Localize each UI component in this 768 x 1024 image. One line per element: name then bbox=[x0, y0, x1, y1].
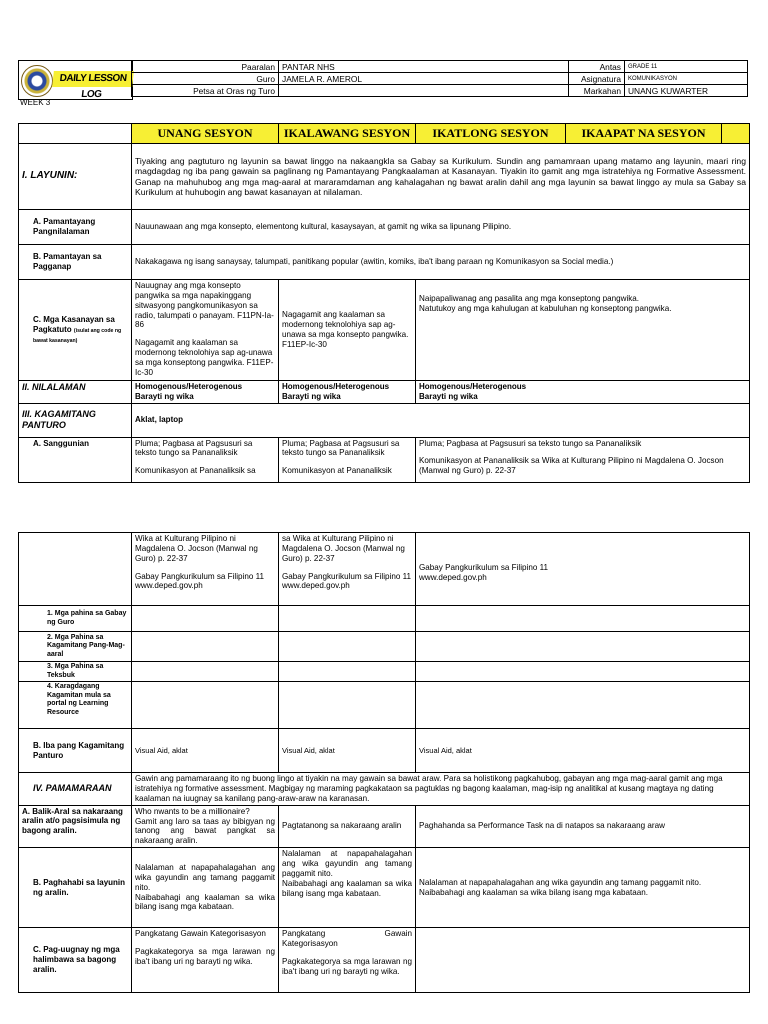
cont2a: sa Wika at Kulturang Pilipino ni Magdalena O. Jocson (Manwal ng Guro) p. 22-37 bbox=[282, 534, 405, 563]
pag-uugnay-s3 bbox=[416, 928, 750, 993]
blank-corner bbox=[19, 124, 132, 144]
balik-s1b: Gamit ang laro sa taas ay bibigyan ng tanong ang bawat pangkat sa nakaraang aralin. bbox=[135, 816, 275, 846]
hab3: Nalalaman at napapahalagahan ang wika gayundin ang tamang paggamit nito. bbox=[419, 877, 702, 887]
continuation-s3 bbox=[416, 533, 750, 606]
nilalaman-label: II. NILALAMAN bbox=[19, 381, 132, 404]
sanggunian-s2b: Komunikasyon at Pananaliksik bbox=[282, 466, 392, 476]
kasanayan-label: C. Mga Kasanayan sa Pagkatuto bbox=[33, 315, 115, 335]
magaaral-s1 bbox=[132, 632, 279, 662]
quarter-label: Markahan bbox=[569, 85, 625, 97]
nilalaman-s1-l1: Homogenous/Heterogenous bbox=[135, 382, 243, 391]
sanggunian-s2 bbox=[279, 437, 416, 482]
guro-label: 1. Mga pahina sa Gabay ng Guro bbox=[19, 606, 132, 632]
sanggunian-label: A. Sanggunian bbox=[19, 437, 132, 482]
balik-label: A. Balik-Aral sa nakaraang aralin at/o pagsisimula ng bagong aralin. bbox=[19, 805, 132, 847]
paghahabi-s1 bbox=[132, 848, 279, 928]
kagamitan-text: Aklat, laptop bbox=[132, 403, 750, 437]
kasanayan-s3a: Naipapaliwanag ang pasalita ang mga konseptong pangwika. bbox=[419, 294, 640, 303]
karagdagang-s3 bbox=[416, 682, 750, 729]
teacher-value: JAMELA R. AMEROL bbox=[279, 73, 569, 85]
nilalaman-s3-l2: Barayti ng wika bbox=[419, 391, 478, 401]
paghahabi-s3 bbox=[416, 848, 750, 928]
sanggunian-s1a: Pluma; Pagbasa at Pagsusuri sa teksto tungo sa Pananaliksik bbox=[135, 438, 253, 458]
lesson-table-page1 bbox=[18, 123, 750, 483]
layunin-label: I. LAYUNIN: bbox=[19, 144, 132, 210]
teacher-label: Guro bbox=[132, 73, 279, 85]
kasanayan-s1b: Nagagamit ang kaalaman sa modernong teknolohiya sap ag-unawa sa mga konseptong pangwika. F11EP-Ic-30 bbox=[135, 338, 274, 377]
continuation-s1 bbox=[132, 533, 279, 606]
paghahabi-label: B. Paghahabi sa layunin ng aralin. bbox=[19, 848, 132, 928]
guro-s3 bbox=[416, 606, 750, 632]
karagdagang-s2 bbox=[279, 682, 416, 729]
pamamaraan-label: IV. PAMAMARAAN bbox=[19, 773, 132, 806]
paghahabi-s2 bbox=[279, 848, 416, 928]
pangnilalaman-text: Nauunawaan ang mga konsepto, elementong kultural, kasaysayan, at gamit ng wika sa lipunang Pilipino. bbox=[132, 210, 750, 245]
pag-uugnay-s1 bbox=[132, 928, 279, 993]
quarter-value: UNANG KUWARTER bbox=[625, 85, 748, 97]
kasanayan-session-3 bbox=[416, 280, 750, 381]
hab2b: Naibabahagi ang kaalaman sa wika bilang isang mga kabataan. bbox=[282, 878, 412, 898]
kagamitan-label: III. KAGAMITANG PANTURO bbox=[19, 403, 132, 437]
nilalaman-s2-l2: Barayti ng wika bbox=[282, 391, 341, 401]
sanggunian-s1b: Komunikasyon at Pananaliksik sa bbox=[135, 466, 256, 476]
session-4-header: IKAAPAT NA SESYON bbox=[566, 124, 722, 144]
session-5-header bbox=[722, 124, 750, 144]
kasanayan-s3b: Natutukoy ang mga kahulugan at kabuluhan ng konseptong pangwika. bbox=[419, 303, 672, 313]
karagdagang-s1 bbox=[132, 682, 279, 729]
hab1: Nalalaman at napapahalagahan ang wika gayundin ang tamang paggamit nito. bbox=[135, 862, 275, 892]
date-value bbox=[279, 85, 569, 97]
cont2c: www.deped.gov.ph bbox=[282, 581, 350, 591]
balik-s3: Paghahanda sa Performance Task na di natapos sa nakaraang araw bbox=[416, 805, 750, 847]
magaaral-label: 2. Mga Pahina sa Kagamitang Pang-Mag-aaral bbox=[19, 632, 132, 662]
sanggunian-s3a: Pluma; Pagbasa at Pagsusuri sa teksto tungo sa Pananaliksik bbox=[419, 438, 642, 448]
sanggunian-s2a: Pluma; Pagbasa at Pagsusuri sa teksto tungo sa Pananaliksik bbox=[282, 438, 400, 458]
balik-s1 bbox=[132, 805, 279, 847]
daily-lesson-log-logo: DAILY LESSON LOG bbox=[52, 71, 134, 87]
grade-label: Antas bbox=[569, 61, 625, 73]
subject-label: Asignatura bbox=[569, 73, 625, 85]
pag-uugnay-s2 bbox=[279, 928, 416, 993]
logo-cell bbox=[18, 60, 133, 100]
balik-s2: Pagtatanong sa nakaraang aralin bbox=[279, 805, 416, 847]
subject-value: KOMUNIKASYON bbox=[625, 73, 748, 85]
kasanayan-s1a: Nauugnay ang mga konsepto pangwika sa mga napakinggang sitwasyong pangkomunikasyon sa radio, talumpati o panayam. F11PN-Ia-86 bbox=[135, 281, 274, 330]
balik-s1a: Who nwants to be a millionaire? bbox=[135, 806, 250, 816]
continuation-label bbox=[19, 533, 132, 606]
hab3b: Naibabahagi ang kaalaman sa wika bilang isang mga kabataan. bbox=[419, 887, 649, 897]
nilalaman-s3 bbox=[416, 381, 750, 404]
nilalaman-s2 bbox=[279, 381, 416, 404]
magaaral-s2 bbox=[279, 632, 416, 662]
pag1b: Pagkakategorya sa mga larawan ng iba't ibang uri ng barayti ng wika. bbox=[135, 946, 275, 966]
cont2b: Gabay Pangkurikulum sa Filipino 11 bbox=[282, 571, 411, 581]
magaaral-s3 bbox=[416, 632, 750, 662]
session-3-header: IKATLONG SESYON bbox=[416, 124, 566, 144]
teksbuk-s1 bbox=[132, 662, 279, 682]
iba-s3: Visual Aid, aklat bbox=[416, 729, 750, 773]
guro-s1 bbox=[132, 606, 279, 632]
nilalaman-s3-l1: Homogenous/Heterogenous bbox=[419, 382, 527, 391]
nilalaman-s2-l1: Homogenous/Heterogenous bbox=[282, 382, 390, 391]
teksbuk-s2 bbox=[279, 662, 416, 682]
week-label: WEEK 3 bbox=[20, 98, 51, 107]
teksbuk-label: 3. Mga Pahina sa Teksbuk bbox=[19, 662, 132, 682]
cont1a: Wika at Kulturang Pilipino ni Magdalena O. Jocson (Manwal ng Guro) p. 22-37 bbox=[135, 534, 258, 563]
karagdagang-label: 4. Karagdagang Kagamitan mula sa portal ng Learning Resource bbox=[19, 682, 132, 729]
kasanayan-note: (isulat ang code ng bawat kasanayan) bbox=[33, 328, 122, 344]
hab1b: Naibabahagi ang kaalaman sa wika bilang isang mga kabataan. bbox=[135, 892, 275, 912]
cont3b: www.deped.gov.ph bbox=[419, 572, 487, 582]
session-2-header: IKALAWANG SESYON bbox=[279, 124, 416, 144]
hab2: Nalalaman at napapahalagahan ang wika gayundin ang tamang paggamit nito. bbox=[282, 849, 412, 878]
pagganap-label: B. Pamantayan sa Pagganap bbox=[19, 245, 132, 280]
grade-value: GRADE 11 bbox=[625, 61, 748, 73]
deped-seal-icon bbox=[21, 65, 53, 97]
iba-s1: Visual Aid, aklat bbox=[132, 729, 279, 773]
sanggunian-s3 bbox=[416, 437, 750, 482]
pag-uugnay-label: C. Pag-uugnay ng mga halimbawa sa bagong aralin. bbox=[19, 928, 132, 993]
teksbuk-s3 bbox=[416, 662, 750, 682]
header-info-table bbox=[131, 60, 748, 97]
pag2a: Pangkatang Gawain Kategorisasyon bbox=[282, 929, 412, 948]
lesson-table-page2 bbox=[18, 532, 750, 993]
nilalaman-s1-l2: Barayti ng wika bbox=[135, 391, 194, 401]
nilalaman-s1 bbox=[132, 381, 279, 404]
session-1-header: UNANG SESYON bbox=[132, 124, 279, 144]
pangnilalaman-label: A. Pamantayang Pangnilalaman bbox=[19, 210, 132, 245]
pagganap-text: Nakakagawa ng isang sanaysay, talumpati, panitikang popular (awitin, komiks, iba't ibang paraan ng Komunikasyon sa Social media.) bbox=[132, 245, 750, 280]
layunin-text: Tiyaking ang pagtuturo ng layunin sa bawat linggo na nakaangkla sa Gabay sa Kurikulum. Sundin ang pamamraan upang matamo ang layunin, maari ring magdagdag ng iba pang gawain sa paglinang ng Pamantayang Pangkaalaman at Kasanayan. Tiyakin ito gamit ang mga istratehiya ng Formative Assessment. Ganap na mahuhubog ang mga mag-aaral at mararamdaman ang kahalagahan ng bawat aralin dahil ang mga layunin sa bawat linggo ay mula sa Gabay sa Kurikulum at huhubogin ang bawat kasanayan at nilalaman. bbox=[132, 144, 750, 210]
school-label: Paaralan bbox=[132, 61, 279, 73]
cont3a: Gabay Pangkurikulum sa Filipino 11 bbox=[419, 563, 548, 572]
cont1b: Gabay Pangkurikulum sa Filipino 11 bbox=[135, 571, 264, 581]
school-value: PANTAR NHS bbox=[279, 61, 569, 73]
sanggunian-s3b: Komunikasyon at Pananaliksik sa Wika at Kulturang Pilipino ni Magdalena O. Jocson (Manwal ng Guro) p. 22-37 bbox=[419, 456, 724, 476]
guro-s2 bbox=[279, 606, 416, 632]
iba-s2: Visual Aid, aklat bbox=[279, 729, 416, 773]
kasanayan-session-1 bbox=[132, 280, 279, 381]
cont1c: www.deped.gov.ph bbox=[135, 581, 203, 591]
pamamaraan-text: Gawin ang pamamaraang ito ng buong lingo at tiyakin na may gawain sa bawat araw. Para sa holistikong pagkahubog, gabayan ang mga mag-aaral gamit ang mga istratehiya ng formative assessment. Magbigay ng maraming pagkakataon sa pagtuklas ng bagong kaalaman, mag-isip ng analitikal at kusang magtaya ng dating kaalaman na iuugnay sa kanilang pang-araw-araw na karanasan. bbox=[132, 773, 750, 806]
iba-label: B. Iba pang Kagamitang Panturo bbox=[19, 729, 132, 773]
kasanayan-session-2: Nagagamit ang kaalaman sa modernong teknolohiya sap ag-unawa sa mga konsepto pangwika. F11EP-Ic-30 bbox=[279, 280, 416, 381]
pag1a: Pangkatang Gawain Kategorisasyon bbox=[135, 929, 266, 939]
continuation-s2 bbox=[279, 533, 416, 606]
pag2b: Pagkakategorya sa mga larawan ng iba't ibang uri ng barayti ng wika. bbox=[282, 956, 412, 976]
sanggunian-s1 bbox=[132, 437, 279, 482]
date-label: Petsa at Oras ng Turo bbox=[132, 85, 279, 97]
kasanayan-label-cell bbox=[19, 280, 132, 381]
